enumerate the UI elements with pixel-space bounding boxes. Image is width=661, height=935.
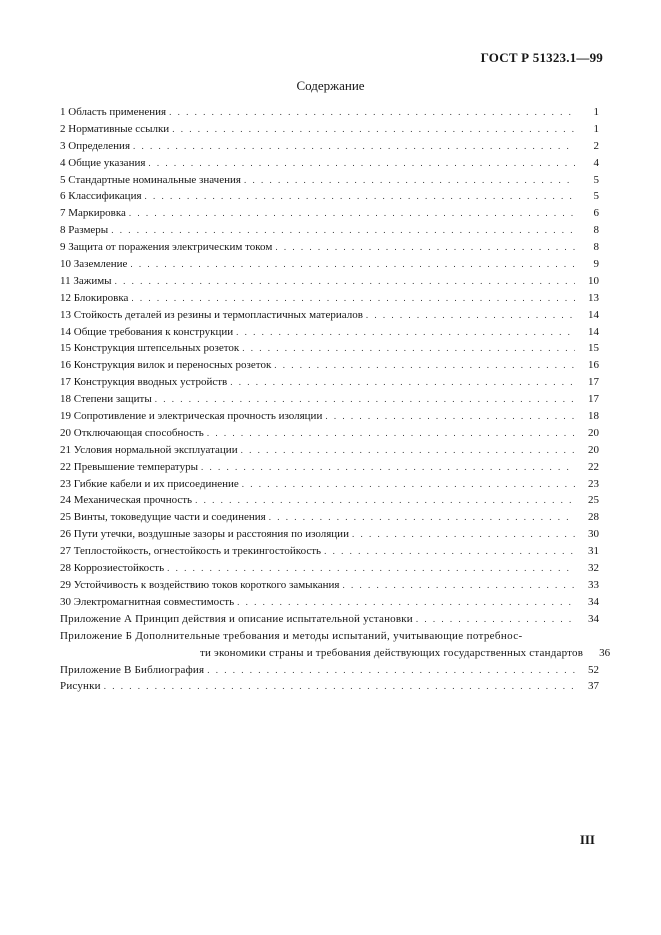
toc-item[interactable]: [60, 123, 599, 140]
dot-leader: [236, 326, 575, 339]
toc-item-page: 8: [593, 224, 599, 237]
toc-item-label: 3 Определения: [60, 139, 131, 152]
toc-item[interactable]: [60, 461, 599, 478]
toc-item[interactable]: [60, 275, 599, 292]
dot-leader: [274, 359, 575, 372]
toc-item-label: 11 Зажимы: [60, 274, 112, 287]
dot-leader: [325, 410, 575, 423]
toc-item[interactable]: [60, 190, 599, 207]
toc-item[interactable]: [60, 157, 599, 174]
toc-item-page: 14: [588, 308, 599, 321]
toc-item[interactable]: [60, 579, 599, 596]
toc-item-page: 17: [588, 376, 599, 389]
toc-item-page: 8: [593, 241, 599, 254]
toc-item-page: 36: [599, 646, 611, 659]
toc-item-page: 20: [588, 426, 599, 439]
toc-item[interactable]: [60, 106, 599, 123]
dot-leader: [230, 376, 575, 389]
toc-item-page: 31: [588, 545, 599, 558]
toc-item-label: 8 Размеры: [60, 224, 109, 237]
toc-item-label: 23 Гибкие кабели и их присоединение: [60, 477, 239, 490]
toc-item[interactable]: [60, 292, 599, 309]
toc-item-label: Рисунки: [60, 680, 101, 693]
dot-leader: [207, 664, 575, 677]
dot-leader: [130, 258, 575, 271]
toc-item-page: 37: [588, 680, 599, 693]
toc-item-page: 2: [593, 139, 599, 152]
table-of-contents: [60, 106, 611, 697]
toc-item-label: 13 Стойкость деталей из резины и термопластичных материалов: [60, 308, 363, 321]
toc-item-label: 15 Конструкция штепсельных розеток: [60, 342, 240, 355]
page-title: Содержание: [296, 78, 365, 93]
toc-item-label: 14 Общие требования к конструкции: [60, 325, 234, 338]
toc-item-label: 17 Конструкция вводных устройств: [60, 376, 228, 389]
toc-item-label: 4 Общие указания: [60, 156, 146, 169]
dot-leader: [155, 393, 575, 406]
dot-leader: [244, 174, 575, 187]
toc-item[interactable]: [60, 241, 599, 258]
toc-item-label: 7 Маркировка: [60, 207, 126, 220]
toc-item-label: 12 Блокировка: [60, 291, 129, 304]
dot-leader: [104, 680, 575, 693]
toc-item-page: 28: [588, 511, 599, 524]
toc-item-label: 10 Заземление: [60, 258, 128, 271]
toc-item-page: 4: [593, 156, 599, 169]
dot-leader: [242, 478, 575, 491]
dot-leader: [207, 427, 575, 440]
toc-item[interactable]: [60, 376, 599, 393]
toc-item[interactable]: [60, 478, 599, 495]
toc-appendix-b-line2[interactable]: [60, 646, 611, 664]
toc-item[interactable]: [60, 326, 599, 343]
dot-leader: [324, 545, 575, 558]
dot-leader: [169, 106, 575, 119]
toc-item[interactable]: [60, 494, 599, 511]
toc-item-page: 9: [593, 258, 599, 271]
toc-item-page: 10: [588, 274, 599, 287]
dot-leader: [241, 444, 575, 457]
toc-item[interactable]: [60, 140, 599, 157]
toc-item-label: 16 Конструкция вилок и переносных розеток: [60, 359, 272, 372]
toc-item-label: 27 Теплостойкость, огнестойкость и трекингостойкость: [60, 545, 322, 558]
dot-leader: [366, 309, 575, 322]
toc-item-page: 32: [588, 562, 599, 575]
toc-item-page: 14: [588, 325, 599, 338]
toc-item-label: Приложение А Принцип действия и описание испытательной установки: [60, 612, 413, 625]
toc-item[interactable]: [60, 359, 599, 376]
dot-leader: [352, 528, 575, 541]
toc-item-page: 34: [588, 595, 599, 608]
dot-leader: [131, 292, 575, 305]
dot-leader: [275, 241, 575, 254]
toc-item-label: 25 Винты, токоведущие части и соединения: [60, 511, 266, 524]
toc-appendix-b-line1[interactable]: [60, 630, 599, 647]
toc-item[interactable]: [60, 410, 599, 427]
toc-item-label: 21 Условия нормальной эксплуатации: [60, 443, 238, 456]
dot-leader: [148, 157, 575, 170]
dot-leader: [416, 613, 575, 626]
page-number: III: [579, 832, 595, 847]
toc-item[interactable]: [60, 511, 599, 528]
dot-leader: [195, 494, 575, 507]
dot-leader: [115, 275, 575, 288]
toc-item[interactable]: [60, 545, 599, 562]
dot-leader: [172, 123, 575, 136]
toc-item-label: 22 Превышение температуры: [60, 460, 198, 473]
toc-appendix-c[interactable]: [60, 664, 599, 681]
toc-item[interactable]: [60, 528, 599, 545]
document-code: ГОСТ Р 51323.1—99: [480, 50, 603, 65]
dot-leader: [129, 207, 575, 220]
toc-item-page: 22: [588, 460, 599, 473]
toc-item-label: 6 Классификация: [60, 190, 142, 203]
toc-item-label: 29 Устойчивость к воздействию токов короткого замыкания: [60, 578, 340, 591]
toc-item-page: 18: [588, 410, 599, 423]
toc-item[interactable]: [60, 596, 599, 613]
toc-item[interactable]: [60, 224, 599, 241]
toc-item-label: 26 Пути утечки, воздушные зазоры и расстояния по изоляции: [60, 528, 349, 541]
toc-item[interactable]: [60, 444, 599, 461]
dot-leader: [201, 461, 575, 474]
toc-item-label: 18 Степени защиты: [60, 393, 152, 406]
dot-leader: [237, 596, 575, 609]
toc-item-page: 6: [593, 207, 599, 220]
toc-item[interactable]: [60, 342, 599, 359]
toc-appendix-a[interactable]: [60, 613, 599, 630]
toc-item-label: 20 Отключающая способность: [60, 426, 204, 439]
toc-item-page: 34: [588, 612, 599, 625]
toc-item-page: 20: [588, 443, 599, 456]
toc-item-page: 23: [588, 477, 599, 490]
toc-item-label: 9 Защита от поражения электрическим током: [60, 241, 273, 254]
toc-item-page: 1: [593, 106, 599, 118]
toc-item-label: ти экономики страны и требования действующих государственных стандартов: [200, 646, 584, 659]
toc-item-label: Приложение В Библиография: [60, 663, 205, 676]
toc-item-label: 24 Механическая прочность: [60, 494, 193, 507]
dot-leader: [269, 511, 575, 524]
toc-item-page: 33: [588, 578, 599, 591]
dot-leader: [167, 562, 575, 575]
toc-item-page: 16: [588, 359, 599, 372]
toc-item-page: 30: [588, 528, 599, 541]
toc-item[interactable]: [60, 309, 599, 326]
toc-item-page: 15: [588, 342, 599, 355]
toc-item-page: 5: [593, 173, 599, 186]
toc-item-label: Приложение Б Дополнительные требования и методы испытаний, учитывающие потребнос-: [60, 629, 523, 642]
toc-item-label: 30 Электромагнитная совместимость: [60, 595, 235, 608]
toc-item[interactable]: [60, 427, 599, 444]
toc-item-page: 13: [588, 291, 599, 304]
dot-leader: [133, 140, 575, 153]
toc-item-label: 2 Нормативные ссылки: [60, 122, 170, 135]
toc-item-page: 17: [588, 393, 599, 406]
toc-item[interactable]: [60, 562, 599, 579]
toc-figures[interactable]: [60, 680, 599, 697]
dot-leader: [111, 224, 575, 237]
toc-item[interactable]: [60, 393, 599, 410]
dot-leader: [242, 342, 575, 355]
toc-item-label: 19 Сопротивление и электрическая прочность изоляции: [60, 410, 323, 423]
dot-leader: [145, 190, 575, 203]
toc-item-page: 25: [588, 494, 599, 507]
dot-leader: [342, 579, 575, 592]
toc-item[interactable]: [60, 207, 599, 224]
toc-item-page: 52: [588, 663, 599, 676]
toc-item-label: 1 Область применения: [60, 106, 167, 118]
toc-item-page: 5: [593, 190, 599, 203]
toc-item[interactable]: [60, 174, 599, 191]
toc-item[interactable]: [60, 258, 599, 275]
toc-item-page: 1: [593, 122, 599, 135]
toc-item-label: 28 Коррозиестойкость: [60, 562, 165, 575]
toc-item-label: 5 Стандартные номинальные значения: [60, 173, 241, 186]
